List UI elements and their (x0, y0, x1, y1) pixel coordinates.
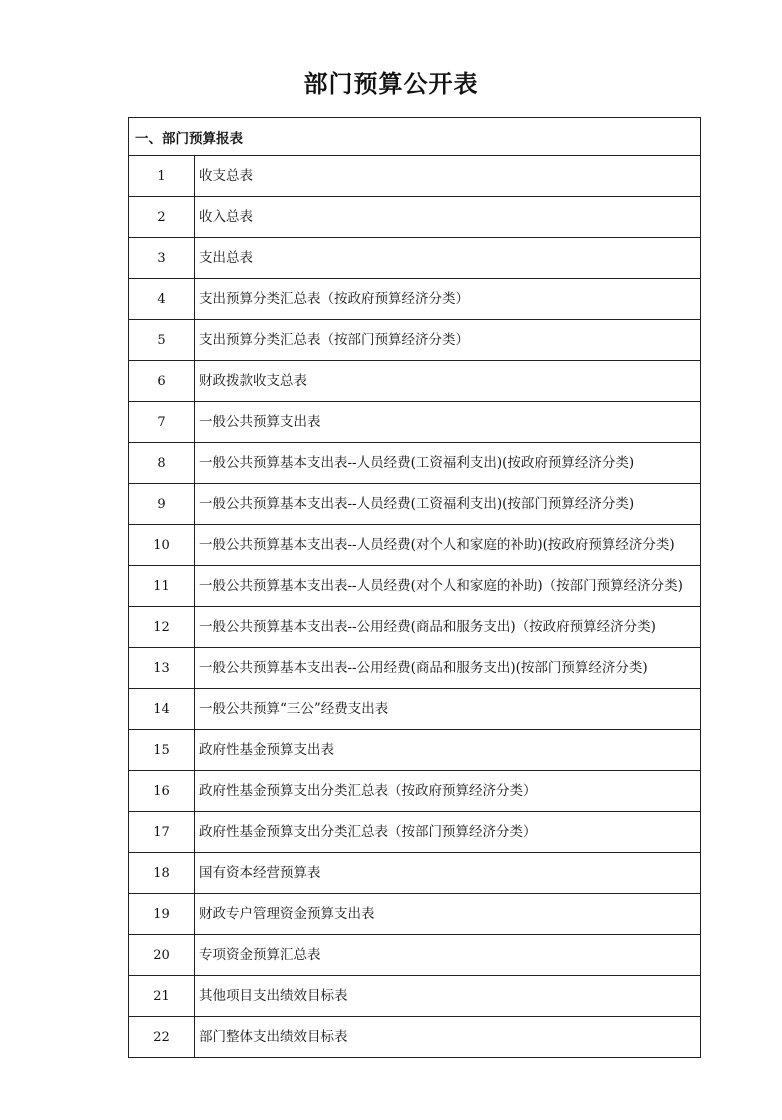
report-name: 一般公共预算支出表 (195, 402, 701, 443)
report-name: 一般公共预算“三公”经费支出表 (195, 689, 701, 730)
row-number: 10 (129, 525, 195, 566)
row-number: 22 (129, 1017, 195, 1058)
report-name: 财政专户管理资金预算支出表 (195, 894, 701, 935)
table-row (129, 361, 701, 402)
table-row (129, 525, 701, 566)
report-name: 部门整体支出绩效目标表 (195, 1017, 701, 1058)
budget-report-table (128, 117, 701, 1058)
row-number: 4 (129, 279, 195, 320)
row-number: 16 (129, 771, 195, 812)
report-name: 收支总表 (195, 156, 701, 197)
row-number: 12 (129, 607, 195, 648)
report-name: 一般公共预算基本支出表--人员经费(工资福利支出)(按政府预算经济分类) (195, 443, 701, 484)
row-number: 20 (129, 935, 195, 976)
row-number: 8 (129, 443, 195, 484)
report-name: 一般公共预算基本支出表--人员经费(对个人和家庭的补助)（按部门预算经济分类) (195, 566, 701, 607)
table-row (129, 607, 701, 648)
table-row (129, 730, 701, 771)
row-number: 17 (129, 812, 195, 853)
report-name: 专项资金预算汇总表 (195, 935, 701, 976)
row-number: 2 (129, 197, 195, 238)
row-number: 15 (129, 730, 195, 771)
row-number: 7 (129, 402, 195, 443)
table-row (129, 976, 701, 1017)
table-body (129, 118, 701, 1058)
report-name: 支出预算分类汇总表（按部门预算经济分类） (195, 320, 701, 361)
table-row (129, 1017, 701, 1058)
table-row (129, 566, 701, 607)
report-name: 一般公共预算基本支出表--人员经费(对个人和家庭的补助)(按政府预算经济分类) (195, 525, 701, 566)
table-row (129, 935, 701, 976)
table-row (129, 894, 701, 935)
report-name: 一般公共预算基本支出表--公用经费(商品和服务支出)（按政府预算经济分类) (195, 607, 701, 648)
table-row (129, 156, 701, 197)
table-row (129, 648, 701, 689)
row-number: 11 (129, 566, 195, 607)
report-name: 其他项目支出绩效目标表 (195, 976, 701, 1017)
report-name: 一般公共预算基本支出表--公用经费(商品和服务支出)(按部门预算经济分类) (195, 648, 701, 689)
row-number: 1 (129, 156, 195, 197)
report-name: 政府性基金预算支出分类汇总表（按政府预算经济分类） (195, 771, 701, 812)
table-row (129, 812, 701, 853)
section-heading: 一、部门预算报表 (129, 118, 701, 156)
table-row (129, 238, 701, 279)
row-number: 3 (129, 238, 195, 279)
table-row (129, 484, 701, 525)
report-name: 财政拨款收支总表 (195, 361, 701, 402)
row-number: 19 (129, 894, 195, 935)
row-number: 13 (129, 648, 195, 689)
section-header-row (129, 118, 701, 156)
table-row (129, 402, 701, 443)
page-title: 部门预算公开表 (303, 70, 479, 98)
table-row (129, 771, 701, 812)
table-row (129, 853, 701, 894)
report-name: 政府性基金预算支出分类汇总表（按部门预算经济分类） (195, 812, 701, 853)
report-name: 国有资本经营预算表 (195, 853, 701, 894)
row-number: 18 (129, 853, 195, 894)
table-row (129, 279, 701, 320)
table-row (129, 443, 701, 484)
row-number: 5 (129, 320, 195, 361)
report-name: 收入总表 (195, 197, 701, 238)
row-number: 9 (129, 484, 195, 525)
report-name: 支出预算分类汇总表（按政府预算经济分类） (195, 279, 701, 320)
report-name: 政府性基金预算支出表 (195, 730, 701, 771)
table-row (129, 197, 701, 238)
table-row (129, 689, 701, 730)
report-name: 支出总表 (195, 238, 701, 279)
row-number: 6 (129, 361, 195, 402)
row-number: 14 (129, 689, 195, 730)
table-row (129, 320, 701, 361)
row-number: 21 (129, 976, 195, 1017)
report-name: 一般公共预算基本支出表--人员经费(工资福利支出)(按部门预算经济分类) (195, 484, 701, 525)
